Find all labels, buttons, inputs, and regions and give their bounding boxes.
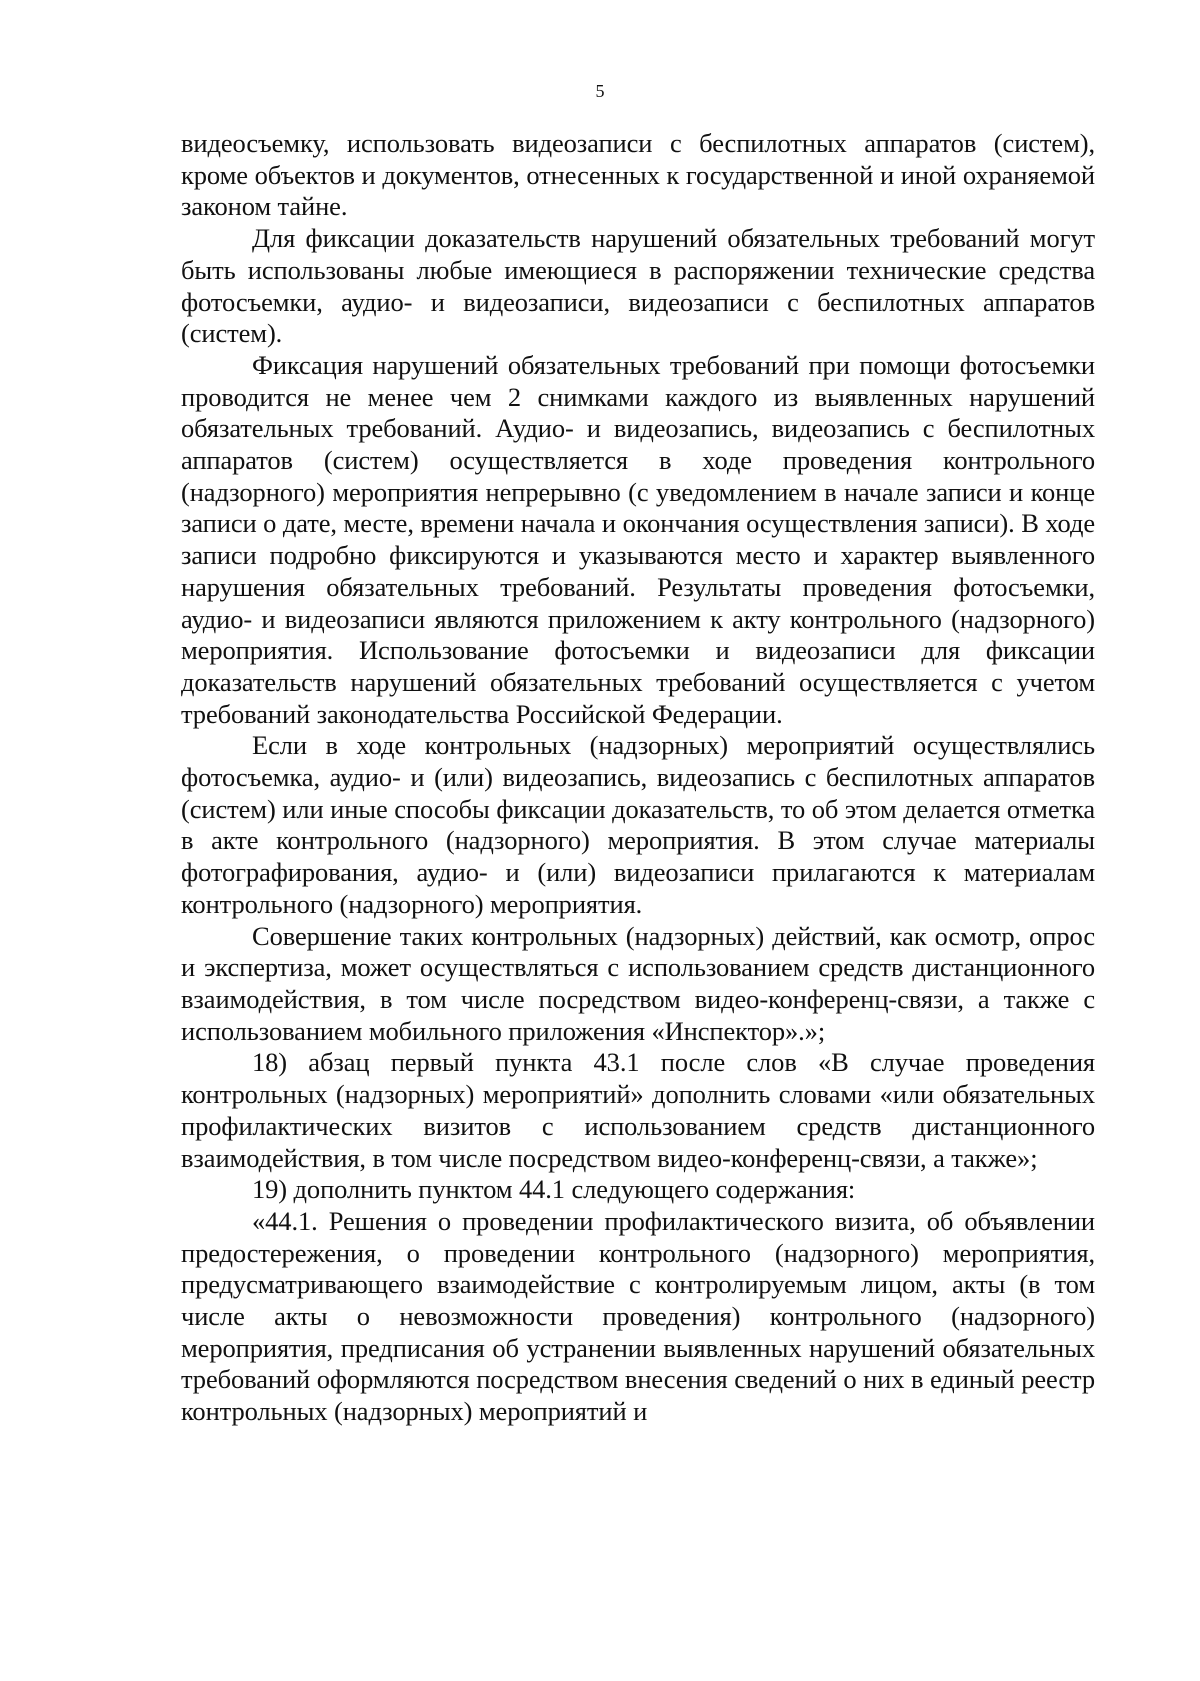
paragraph-remote-actions: Совершение таких контрольных (надзорных) действий, как осмотр, опрос и экспертиза, может осуществляться с использованием средств дистанционного взаимодействия, в том числе посредством видео-конференц-связи, а также с использованием мобильного приложения «Инспектор».»; bbox=[181, 920, 1095, 1046]
paragraph-violation-recording: Фиксация нарушений обязательных требований при помощи фотосъемки проводится не менее чем 2 снимками каждого из выявленных нарушений обязательных требований. Аудио- и видеозапись, видеозапись с беспилотных аппаратов (систем) осуществляется в ходе проведения контрольного (надзорного) мероприятия непрерывно (с уведомлением в начале записи и конце записи о дате, месте, времени начала и окончания осуществления записи). В ходе записи подробно фиксируются и указываются место и характер выявленного нарушения обязательных требований. Результаты проведения фотосъемки, аудио- и видеозаписи являются приложением к акту контрольного (надзорного) мероприятия. Использование фотосъемки и видеозаписи для фиксации доказательств нарушений обязательных требований осуществляется с учетом требований законодательства Российской Федерации. bbox=[181, 349, 1095, 729]
paragraph-item-19: 19) дополнить пунктом 44.1 следующего содержания: bbox=[252, 1174, 856, 1205]
paragraph-item-18: 18) абзац первый пункта 43.1 после слов «В случае проведения контрольных (надзорных) мероприятий» дополнить словами «или обязательных профилактических визитов с использованием средств дистанционного взаимодействия, в том числе посредством видео-конференц-связи, а также»; bbox=[181, 1047, 1095, 1173]
paragraph-continuation: видеосъемку, использовать видеозаписи с беспилотных аппаратов (систем), кроме объектов и документов, отнесенных к государственной и иной охраняемой законом тайне. bbox=[181, 128, 1095, 222]
paragraph-evidence-means: Для фиксации доказательств нарушений обязательных требований могут быть использованы любые имеющиеся в распоряжении технические средства фотосъемки, аудио- и видеозаписи, видеозаписи с беспилотных аппаратов (систем). bbox=[181, 223, 1095, 349]
paragraph-act-note: Если в ходе контрольных (надзорных) мероприятий осуществлялись фотосъемка, аудио- и (или) видеозапись, видеозапись с беспилотных аппаратов (систем) или иные способы фиксации доказательств, то об этом делается отметка в акте контрольного (надзорного) мероприятия. В этом случае материалы фотографирования, аудио- и (или) видеозаписи прилагаются к материалам контрольного (надзорного) мероприятия. bbox=[181, 730, 1095, 919]
document-body bbox=[181, 128, 1095, 1428]
page-number: 5 bbox=[595, 81, 605, 101]
paragraph-item-44-1: «44.1. Решения о проведении профилактического визита, об объявлении предостережения, о проведении контрольного (надзорного) мероприятия, предусматривающего взаимодействие с контролируемым лицом, акты (в том числе акты о невозможности проведения) контрольного (надзорного) мероприятия, предписания об устранении выявленных нарушений обязательных требований оформляются посредством внесения сведений о них в единый реестр контрольных (надзорных) мероприятий и bbox=[181, 1205, 1095, 1427]
